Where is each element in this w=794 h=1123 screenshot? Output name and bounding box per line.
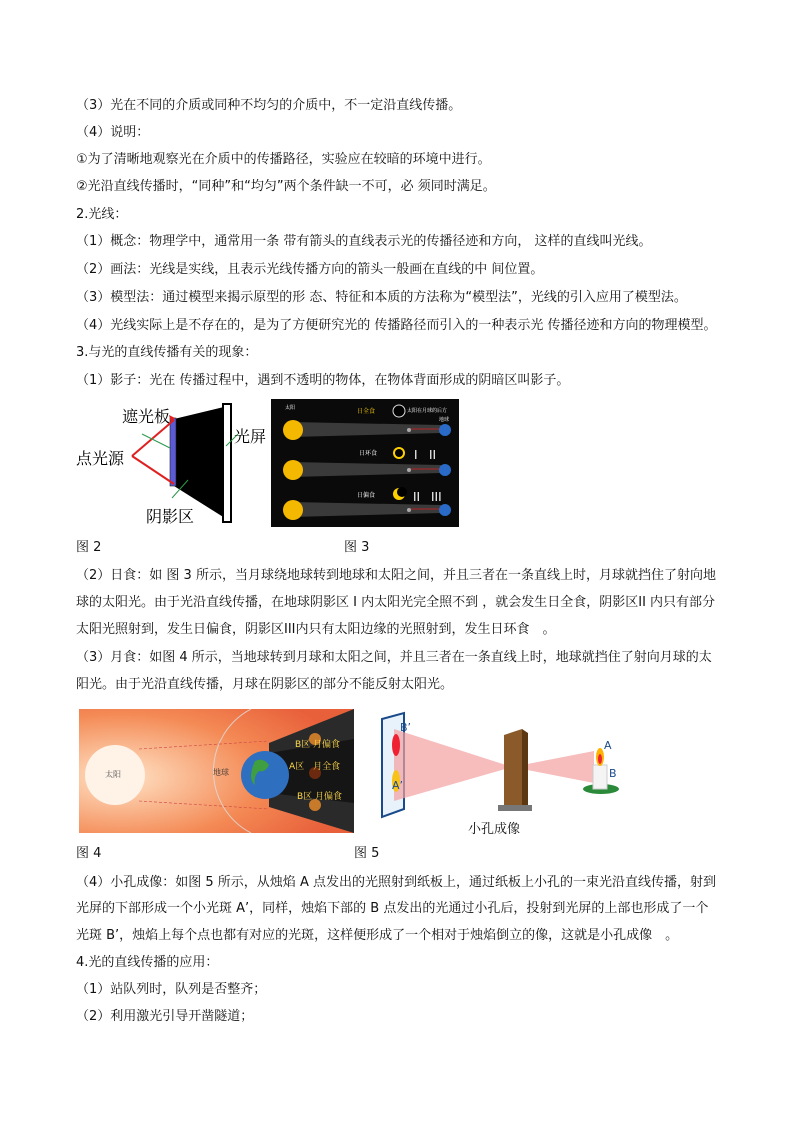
- line-11: （1）影子：光在 传播过程中，遇到不透明的物体，在物体背面形成的阴暗区叫影子。: [76, 373, 570, 388]
- fig5-b: B: [609, 767, 617, 780]
- para-lunar-2: 阳光。由于光沿直线传播，月球在阴影区的部分不能反射太阳光。: [76, 677, 454, 692]
- figure-4-lunar-eclipse: [79, 709, 354, 833]
- fig3-earth: 地球: [439, 417, 450, 423]
- line-2: （4）说明：: [76, 125, 150, 140]
- line-8: （3）模型法：通过模型来揭示原型的形 态、特征和本质的方法称为“模型法”，光线的引入应用了模型法。: [76, 290, 687, 305]
- fig3-moon-position: 太阳在月球的后方: [407, 408, 448, 414]
- fig5-title: 小孔成像: [468, 822, 521, 837]
- fig3-region-2: II: [429, 448, 437, 462]
- para-solar-2: 球的太阳光。由于光沿直线传播，在地球阴影区 I 内太阳光完全照不到 ，就会发生日全食，阴影区II 内只有部分: [76, 595, 716, 610]
- caption-fig3: 图 3: [344, 540, 370, 555]
- para-pinhole-3: 光斑 B’，烛焰上每个点也都有对应的光斑，这样便形成了一个相对于烛焰倒立的像，这就是小孔成像 。: [76, 928, 679, 943]
- caption-fig2: 图 2: [76, 540, 102, 555]
- fig5-a: A: [604, 739, 612, 752]
- figure-3-solar-eclipse: [271, 399, 459, 527]
- fig5-b-prime: B’: [400, 721, 412, 734]
- line-1: （3）光在不同的介质或同种不均匀的介质中，不一定沿直线传播。: [76, 98, 462, 113]
- fig4-sun: 太阳: [105, 770, 121, 779]
- heading-applications: 4.光的直线传播的应用：: [76, 955, 219, 970]
- para-pinhole-1: （4）小孔成像：如图 5 所示，从烛焰 A 点发出的光照射到纸板上，通过纸板上小孔的一束光沿直线传播，射到: [76, 875, 716, 890]
- line-7: （2）画法：光线是实线，且表示光线传播方向的箭头一般画在直线的中 间位置。: [76, 262, 544, 277]
- fig5-a-prime: A’: [392, 779, 404, 792]
- application-1: （1）站队列时，队列是否整齐；: [76, 982, 267, 997]
- fig3-partial: 日偏食: [357, 492, 376, 499]
- application-2: （2）利用激光引导开凿隧道；: [76, 1009, 254, 1024]
- caption-fig5: 图 5: [354, 846, 380, 861]
- para-pinhole-2: 光屏的下部形成一个小光斑 A’，同样，烛焰下部的 B 点发出的光通过小孔后，投射到光屏的上部也形成了一个: [76, 901, 709, 916]
- para-solar-1: （2）日食：如 图 3 所示，当月球绕地球转到地球和太阳之间，并且三者在一条直线上时，月球就挡住了射向地: [76, 568, 716, 583]
- label-barrier: 遮光板: [122, 407, 171, 426]
- fig3-annular: 日环食: [359, 450, 378, 457]
- line-9: （4）光线实际上是不存在的，是为了方便研究光的 传播路径而引入的一种表示光 传播径迹和方向的物理模型。: [76, 318, 717, 333]
- label-point-source: 点光源: [76, 449, 125, 468]
- fig3-total: 日全食: [357, 408, 376, 415]
- fig4-a-mid: A区 月全食: [289, 762, 341, 772]
- figure-2-shadow-diagram: [76, 398, 266, 528]
- label-shadow-area: 阴影区: [146, 507, 195, 526]
- fig4-earth: 地球: [213, 768, 229, 777]
- fig3-region-3: III: [431, 490, 442, 504]
- line-3: ①为了清晰地观察光在介质中的传播路径，实验应在较暗的环境中进行。: [76, 152, 491, 167]
- fig3-sun: 太阳: [285, 405, 296, 411]
- heading-phenomena: 3.与光的直线传播有关的现象：: [76, 345, 258, 360]
- label-screen: 光屏: [234, 427, 266, 446]
- fig4-b-top: B区 月偏食: [295, 740, 341, 750]
- heading-light-ray: 2.光线：: [76, 207, 128, 222]
- fig4-b-bot: B区 月偏食: [297, 792, 343, 802]
- para-lunar-1: （3）月食：如图 4 所示，当地球转到月球和太阳之间，并且三者在一条直线上时，地球就挡住了射向月球的太: [76, 650, 712, 665]
- para-solar-3: 太阳光照射到，发生日偏食，阴影区III内只有太阳边缘的光照射到，发生日环食 。: [76, 622, 556, 637]
- line-6: （1）概念：物理学中，通常用一条 带有箭头的直线表示光的传播径迹和方向， 这样的直线叫光线。: [76, 234, 652, 249]
- fig3-region-2b: II: [413, 490, 421, 504]
- fig3-region-1: I: [414, 448, 418, 462]
- figure-5-pinhole: [372, 709, 620, 839]
- line-4: ②光沿直线传播时，“同种”和“均匀”两个条件缺一不可，必 须同时满足。: [76, 179, 496, 194]
- caption-fig4: 图 4: [76, 846, 102, 861]
